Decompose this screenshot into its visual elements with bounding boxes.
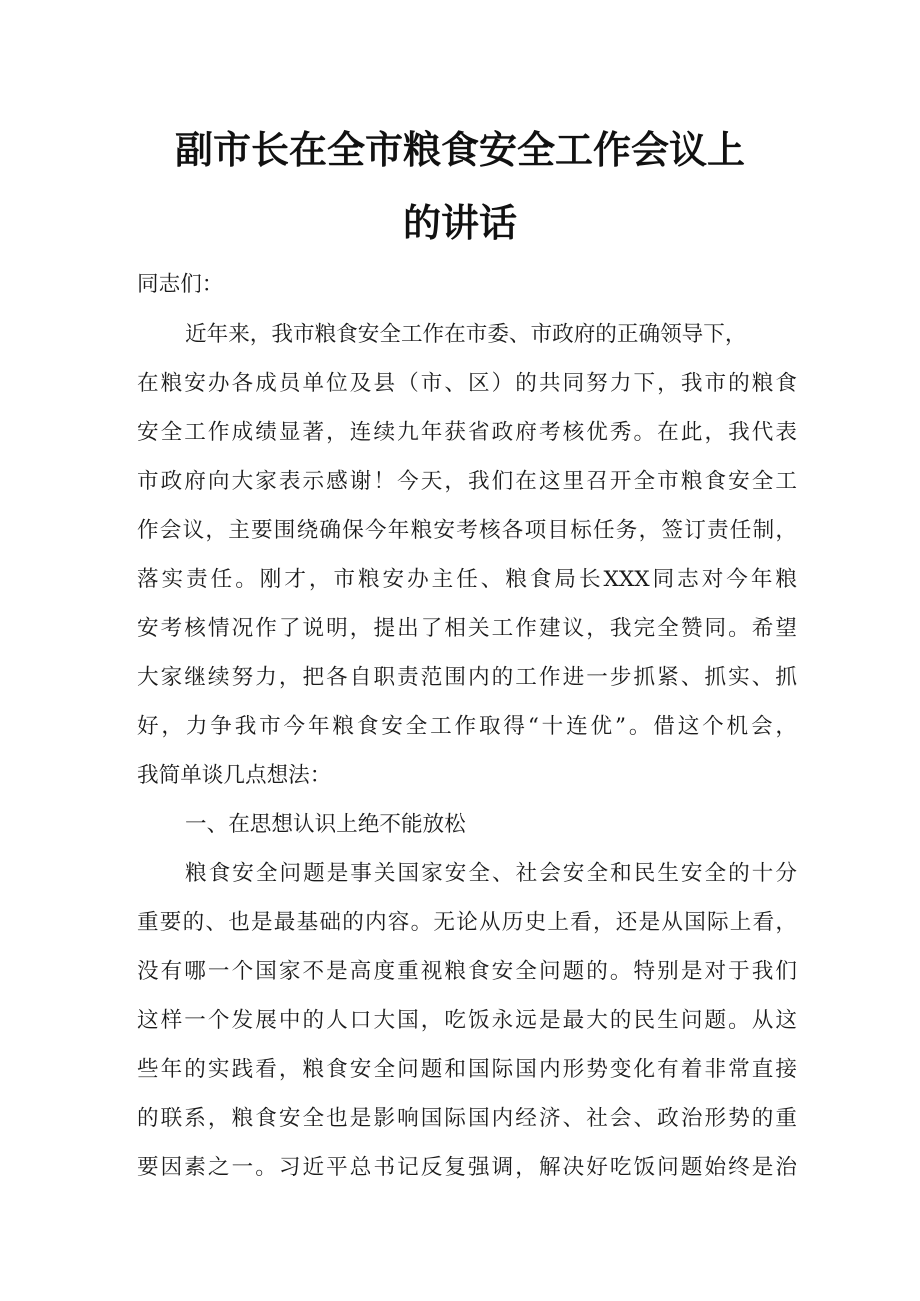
paragraph-1-line-2: 在粮安办各成员单位及县（市、区）的共同努力下，我市的粮食	[137, 371, 797, 396]
paragraph-1-line-1: 近年来，我市粮食安全工作在市委、市政府的正确领导下，	[185, 322, 747, 347]
paragraph-2-line-7: 要因素之一。习近平总书记反复强调，解决好吃饭问题始终是治	[137, 1155, 797, 1180]
paragraph-1-line-6: 落实责任。刚才，市粮安办主任、粮食局长XXX同志对今年粮	[137, 567, 797, 592]
document-title-line-1: 副市长在全市粮食安全工作会议上	[174, 128, 745, 172]
paragraph-1-line-7: 安考核情况作了说明，提出了相关工作建议，我完全赞同。希望	[137, 616, 797, 641]
paragraph-2-line-1: 粮食安全问题是事关国家安全、社会安全和民生安全的十分	[185, 861, 797, 886]
paragraph-2-line-5: 些年的实践看，粮食安全问题和国际国内形势变化有着非常直接	[137, 1057, 797, 1082]
paragraph-1-line-3: 安全工作成绩显著，连续九年获省政府考核优秀。在此，我代表	[137, 420, 797, 445]
paragraph-2-line-3: 没有哪一个国家不是高度重视粮食安全问题的。特别是对于我们	[137, 959, 797, 984]
section-heading-1: 一、在思想认识上绝不能放松	[185, 812, 466, 837]
paragraph-1-line-8: 大家继续努力，把各自职责范围内的工作进一步抓紧、抓实、抓	[137, 665, 797, 690]
paragraph-2-line-6: 的联系，粮食安全也是影响国际国内经济、社会、政治形势的重	[137, 1106, 797, 1131]
paragraph-2-line-4: 这样一个发展中的人口大国，吃饭永远是最大的民生问题。从这	[137, 1008, 797, 1033]
paragraph-1-line-4: 市政府向大家表示感谢！今天，我们在这里召开全市粮食安全工	[137, 469, 797, 494]
paragraph-1-line-9: 好，力争我市今年粮食安全工作取得“十连优”。借这个机会，	[137, 714, 797, 739]
document-title-line-2: 的讲话	[402, 201, 517, 245]
paragraph-1-line-5: 作会议，主要围绕确保今年粮安考核各项目标任务，签订责任制，	[137, 518, 797, 543]
paragraph-1-line-10: 我简单谈几点想法：	[137, 763, 332, 788]
paragraph-2-line-2: 重要的、也是最基础的内容。无论从历史上看，还是从国际上看，	[137, 910, 797, 935]
salutation: 同志们：	[137, 272, 224, 297]
